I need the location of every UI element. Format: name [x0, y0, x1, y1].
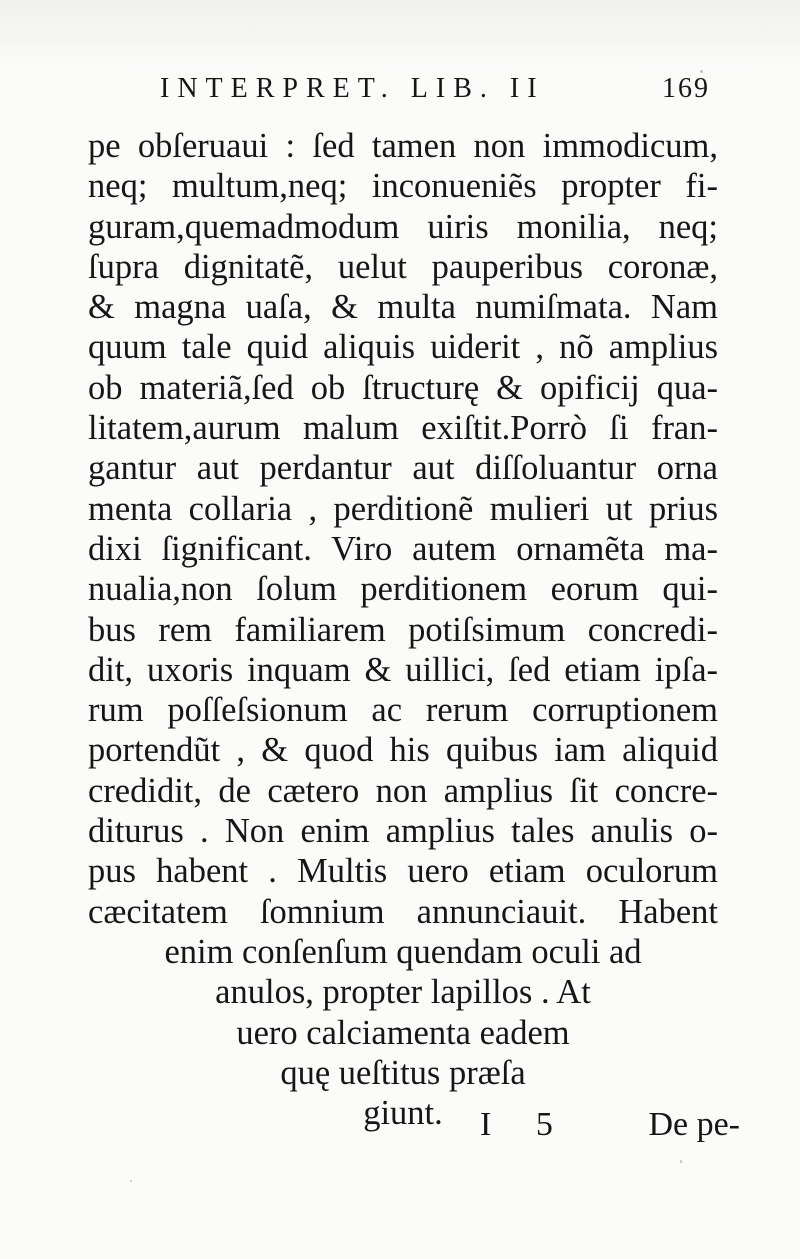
text-line: menta collaria , perditionẽ mulieri ut prius [88, 489, 718, 528]
text-line: ſupra dignitatẽ, uelut pauperibus coronæ, [88, 247, 718, 286]
tailpiece-line: enim conſenſum quendam oculi ad [164, 932, 642, 971]
text-line: guram,quemadmodum uiris monilia, neq; [88, 207, 718, 246]
text-line: pus habent . Multis uero etiam oculorum [88, 852, 718, 891]
text-line: litatem,aurum malum exiſtit.Porrò ſi fran- [88, 409, 718, 448]
text-line: rum poſſeſsionum ac rerum corruptionem [88, 691, 718, 730]
catchword: De pe- [648, 1106, 740, 1143]
text-line: credidit, de cætero non amplius ſit concre- [88, 771, 718, 810]
tailpiece-line: quę ueſtitus præſa [280, 1053, 526, 1092]
text-line: dit, uxoris inquam & uillici, ſed etiam ipſa- [88, 650, 718, 689]
text-line: bus rem familiarem potiſsimum concredi- [88, 610, 718, 649]
running-title: INTERPRET. LIB. II [160, 73, 545, 104]
page-number: 169 [662, 73, 710, 104]
tailpiece-line: giunt. [363, 1094, 443, 1133]
text-line: nualia,non ſolum perditionem eorum qui- [88, 570, 718, 609]
text-line: dixi ſignificant. Viro autem ornamẽta ma- [88, 529, 718, 568]
text-block [88, 126, 718, 1133]
ink-speck [680, 1160, 682, 1163]
tailpiece-line: anulos, propter lapillos . At [215, 973, 591, 1012]
bleed-through-shadow [0, 0, 800, 70]
running-head [160, 73, 710, 113]
text-line: neq; multum,neq; inconueniẽs propter fi- [88, 167, 718, 206]
text-line: quum tale quid aliquis uiderit , nõ amplius [88, 328, 718, 367]
ink-speck [700, 70, 703, 73]
text-line: portendũt , & quod his quibus iam aliquid [88, 731, 718, 770]
signature-mark: I 5 [480, 1106, 571, 1143]
text-line: diturus . Non enim amplius tales anulis o- [88, 812, 718, 851]
text-line: ob materiã,ſed ob ſtructurę & opificij qua- [88, 368, 718, 407]
text-line: cæcitatem ſomnium annunciauit. Habent [88, 892, 718, 931]
text-line: gantur aut perdantur aut diſſoluantur orna [88, 449, 718, 488]
ink-speck [130, 1180, 132, 1182]
text-line: pe obſeruaui : ſed tamen non immodicum, [88, 127, 718, 165]
footer-catchline [470, 1106, 740, 1150]
text-line: & magna uaſa, & multa numiſmata. Nam [88, 288, 718, 327]
tailpiece-line: uero calciamenta eadem [236, 1013, 570, 1052]
